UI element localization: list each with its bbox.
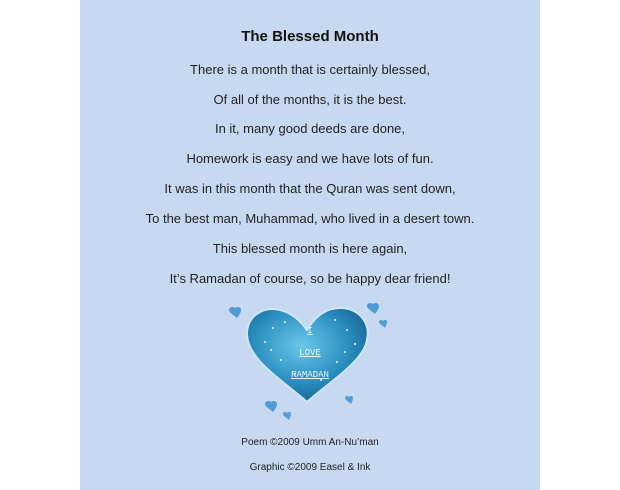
small-heart-icon [229,307,241,318]
small-heart-icon [345,396,353,404]
heart-text-line: LOVE [299,348,321,358]
poem-line: This blessed month is here again, [212,241,408,256]
poem-line: It was in this month that the Quran was sent down, [164,181,456,196]
poem-page [80,0,540,490]
poem-line: In it, many good deeds are done, [214,121,406,136]
heart-text-line: RAMADAN [291,370,329,380]
graphic-credit: Graphic ©2009 Easel & Ink [249,462,371,473]
heart-text-line: I [307,326,313,336]
small-heart-icon [367,303,379,314]
poem-line: There is a month that is certainly blessed, [190,62,430,77]
poem-line: Homework is easy and we have lots of fun. [186,151,434,166]
small-heart-icon [265,401,277,412]
small-heart-icon [283,412,291,420]
poem-credit: Poem ©2009 Umm An-Nu’man [241,437,379,448]
heart-graphic [225,300,395,425]
poem-line: Of all of the months, it is the best. [213,92,407,107]
poem-line: To the best man, Muhammad, who lived in a desert town. [145,211,475,226]
poem-title: The Blessed Month [241,28,379,45]
poem-line: It’s Ramadan of course, so be happy dear friend! [169,271,451,286]
